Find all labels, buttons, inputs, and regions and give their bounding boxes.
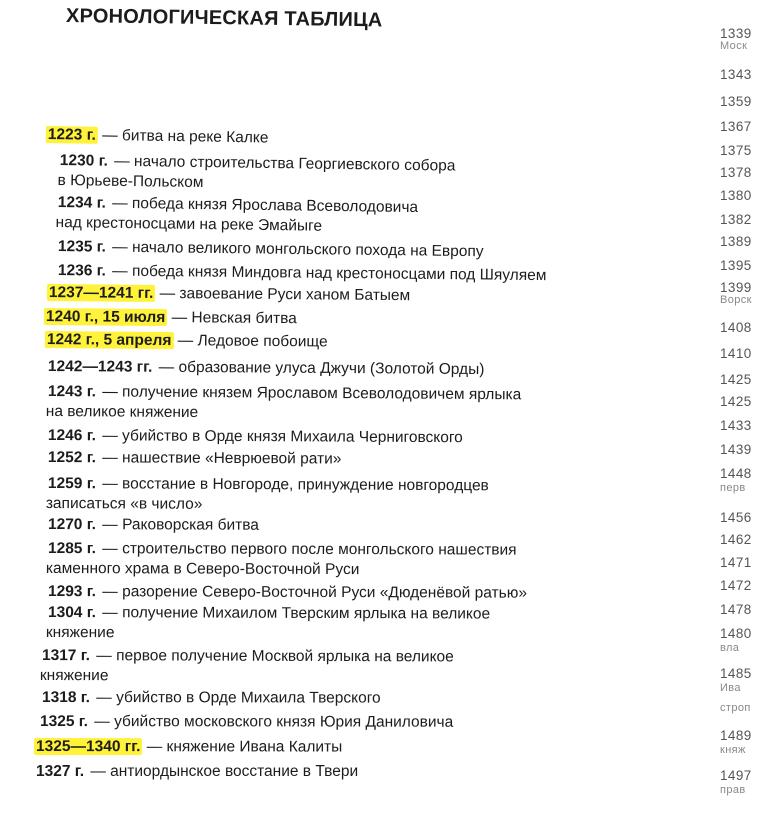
entry-text: — образование улуса Джучи (Золотой Орды) — [158, 358, 485, 379]
entry-text: — получение Михаилом Тверским ярлыка на великое — [102, 604, 491, 623]
next-page-fragment: 1471 — [720, 555, 752, 570]
next-page-fragment: Ива — [720, 682, 741, 694]
next-page-fragment: прав — [720, 784, 746, 796]
entry-date: 1223 г. — [47, 126, 96, 144]
entry-text-continued: над крестоносцами на реке Эмайыге — [55, 213, 323, 235]
entry-text: — разорение Северо-Восточной Руси «Дюденёвой ратью» — [102, 583, 527, 602]
entry-text: — битва на реке Калке — [102, 126, 269, 147]
next-page-fragment: 1339 — [720, 26, 752, 41]
entry-text-continued: в Юрьеве-Польском — [57, 171, 204, 192]
next-page-fragment: 1359 — [720, 94, 752, 109]
entry-text: — Раковорская битва — [102, 516, 259, 534]
entry-text-continued: княжение — [39, 666, 109, 685]
entry-date: 1234 г. — [57, 194, 106, 212]
next-page-fragment: 1485 — [720, 666, 752, 681]
entry-text: — Невская битва — [171, 309, 297, 328]
next-page-fragment: 1408 — [720, 320, 752, 335]
entry-text-continued: княжение — [45, 623, 115, 642]
chronology-entry — [46, 582, 686, 604]
chronology-entry — [46, 382, 686, 426]
chronology-entry — [46, 426, 686, 449]
next-page-fragment: 1456 — [720, 510, 752, 525]
chronology-entry — [34, 762, 674, 782]
entry-date: 1243 г. — [47, 383, 96, 401]
next-page-fragment: перв — [720, 482, 746, 494]
entry-text-continued: записаться «в число» — [45, 494, 203, 513]
chronology-entry — [46, 603, 686, 645]
chronology-entry — [45, 330, 685, 356]
entry-date: 1285 г. — [47, 540, 96, 558]
entry-text: — начало великого монгольского похода на Европу — [112, 238, 484, 261]
entry-date: 1242 г., 5 апреля — [46, 331, 172, 350]
chronology-entry — [34, 737, 674, 758]
entry-text-continued: каменного храма в Северо-Восточной Руси — [45, 559, 360, 579]
entry-date: 1237—1241 гг. — [48, 284, 154, 302]
next-page-fragment: 1425 — [720, 394, 752, 409]
entry-date: 1318 г. — [41, 689, 90, 707]
entry-text: — начало строительства Георгиевского собора — [114, 152, 456, 175]
entry-date: 1259 г. — [47, 475, 96, 493]
entry-date: 1270 г. — [47, 516, 96, 534]
entry-text: — победа князя Миндовга над крестоносцами под Шяуляем — [112, 262, 547, 285]
next-page-fragment: 1448 — [720, 466, 752, 481]
next-page-fragment: 1399 — [720, 280, 752, 295]
entry-text: — завоевание Руси ханом Батыем — [159, 284, 411, 305]
next-page-column — [716, 22, 767, 834]
entry-text: — строительство первого после монгольского нашествия — [102, 540, 517, 559]
entry-text: — нашествие «Неврюевой рати» — [102, 449, 342, 468]
entry-text: — восстание в Новгороде, принуждение новгородцев — [102, 475, 489, 495]
next-page-fragment: 1462 — [720, 532, 752, 547]
entry-text: — победа князя Ярослава Всеволодовича — [112, 194, 419, 217]
entry-text: — получение князем Ярославом Всеволодовичем ярлыка — [102, 383, 522, 404]
chronology-entry — [38, 712, 678, 733]
next-page-fragment: 1439 — [720, 442, 752, 457]
entry-date: 1246 г. — [47, 427, 96, 445]
next-page-fragment: княж — [720, 744, 746, 756]
chronology-entry — [46, 474, 686, 517]
entry-text: — первое получение Москвой ярлыка на великое — [96, 647, 454, 666]
entry-text: — Ледовое побоище — [177, 332, 328, 351]
next-page-fragment: 1433 — [720, 418, 752, 433]
next-page-fragment: Моск — [720, 40, 748, 52]
chronology-entry — [56, 237, 696, 265]
next-page-fragment: 1382 — [720, 212, 752, 227]
entry-text: — убийство московского князя Юрия Даниловича — [94, 713, 454, 731]
chronology-entry — [55, 193, 695, 242]
chronology-entry — [47, 283, 687, 309]
entry-date: 1236 г. — [57, 262, 106, 280]
next-page-fragment: строп — [720, 702, 751, 714]
next-page-fragment: 1497 — [720, 768, 752, 783]
next-page-fragment: 1375 — [720, 143, 752, 158]
next-page-fragment: 1378 — [720, 165, 752, 180]
entry-date: 1230 г. — [59, 152, 108, 170]
chronology-entry — [40, 646, 680, 688]
next-page-fragment: Ворск — [720, 294, 752, 306]
chronology-entry — [44, 307, 684, 333]
next-page-fragment: 1395 — [720, 258, 752, 273]
next-page-fragment: 1380 — [720, 188, 752, 203]
entry-date: 1325 г. — [39, 713, 88, 731]
next-page-fragment: 1367 — [720, 119, 752, 134]
entry-date: 1317 г. — [41, 647, 90, 665]
next-page-fragment: 1478 — [720, 602, 752, 617]
next-page-fragment: вла — [720, 642, 740, 654]
next-page-fragment: 1425 — [720, 372, 752, 387]
entry-text: — антиордынское восстание в Твери — [90, 763, 359, 780]
entry-text-continued: на великое княжение — [45, 402, 199, 422]
next-page-fragment: 1389 — [720, 234, 752, 249]
entry-date: 1235 г. — [57, 238, 106, 256]
next-page-fragment: 1410 — [720, 346, 752, 361]
chronology-entry — [46, 357, 686, 381]
next-page-fragment: 1489 — [720, 728, 752, 743]
entry-text: — княжение Ивана Калиты — [146, 738, 343, 756]
chronology-entry — [40, 688, 680, 709]
entry-text: — убийство в Орде Михаила Тверского — [96, 689, 381, 707]
chronology-entry — [57, 151, 697, 200]
next-page-fragment: 1480 — [720, 626, 752, 641]
entry-date: 1242—1243 гг. — [47, 358, 153, 376]
page-title: ХРОНОЛОГИЧЕСКАЯ ТАБЛИЦА — [65, 5, 383, 32]
chronology-entry — [46, 539, 686, 581]
next-page-fragment: 1472 — [720, 578, 752, 593]
entry-date: 1240 г., 15 июля — [45, 308, 166, 327]
entry-date: 1327 г. — [36, 763, 84, 780]
chronology-entry — [46, 515, 686, 537]
entry-date: 1325—1340 гг. — [34, 738, 142, 755]
entry-date: 1293 г. — [47, 583, 96, 601]
entry-text: — убийство в Орде князя Михаила Черниговского — [102, 427, 463, 447]
chronology-entry — [46, 125, 686, 155]
chronology-entry — [46, 448, 686, 471]
next-page-fragment: 1343 — [720, 67, 752, 82]
entry-date: 1252 г. — [47, 449, 96, 467]
entry-date: 1304 г. — [47, 604, 96, 622]
